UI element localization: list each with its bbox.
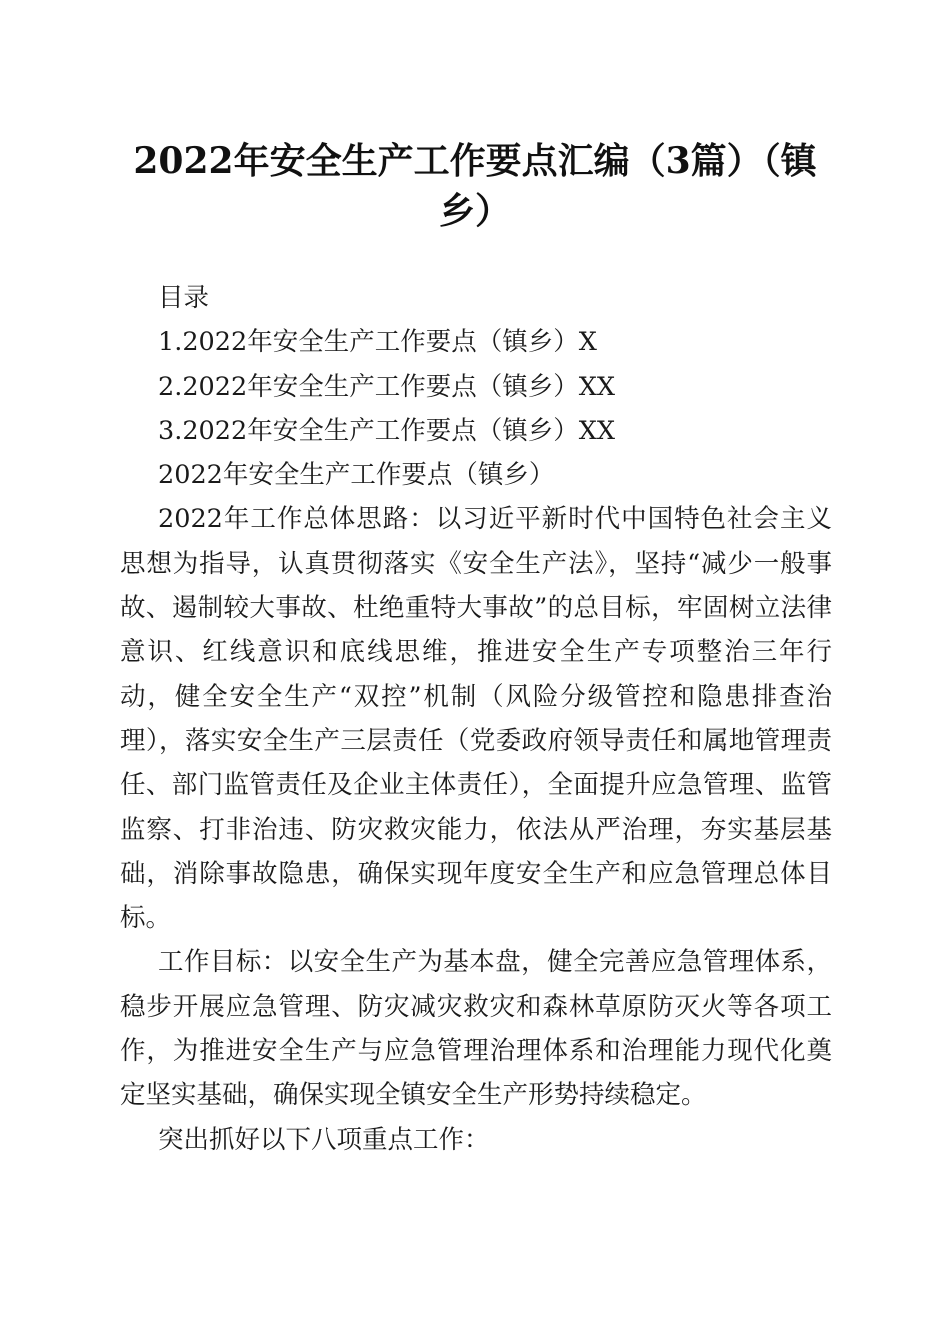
toc-heading: 目录: [158, 283, 210, 313]
toc-item: 3.2022年安全生产工作要点（镇乡）XX: [158, 415, 616, 446]
paragraph-key-tasks-intro: 突出抓好以下八项重点工作：: [158, 1124, 490, 1155]
section-title: 2022年安全生产工作要点（镇乡）: [158, 460, 555, 491]
toc-item: 1.2022年安全生产工作要点（镇乡）X: [158, 327, 597, 358]
toc-item: 2.2022年安全生产工作要点（镇乡）XX: [158, 371, 616, 402]
paragraph-overall-approach: 2022年工作总体思路：以习近平新时代中国特色社会主义思想为指导，认真贯彻落实《安全生产法》，坚持“减少一般事故、遏制较大事故、杜绝重特大事故”的总目标，牢固树立法律意识、红线意识和底线思维，推进安全生产专项整治三年行动，健全安全生产“双控”机制（风险分级管控和隐患排查治理），落实安全生产三层责任（党委政府领导责任和属地管理责任、部门监管责任及企业主体责任），全面提升应急管理、监管监察、打非治违、防灾救灾能力，依法从严治理，夯实基层基础，消除事故隐患，确保实现年度安全生产和应急管理总体目标。: [120, 504, 832, 934]
document-body: [120, 276, 832, 1162]
document-title: 2022年安全生产工作要点汇编（3篇）（镇乡）: [133, 140, 817, 232]
paragraph-work-goals: 工作目标：以安全生产为基本盘，健全完善应急管理体系，稳步开展应急管理、防灾减灾救灾和森林草原防灭火等各项工作，为推进安全生产与应急管理治理体系和治理能力现代化奠定坚实基础，确保实现全镇安全生产形势持续稳定。: [120, 947, 832, 1111]
